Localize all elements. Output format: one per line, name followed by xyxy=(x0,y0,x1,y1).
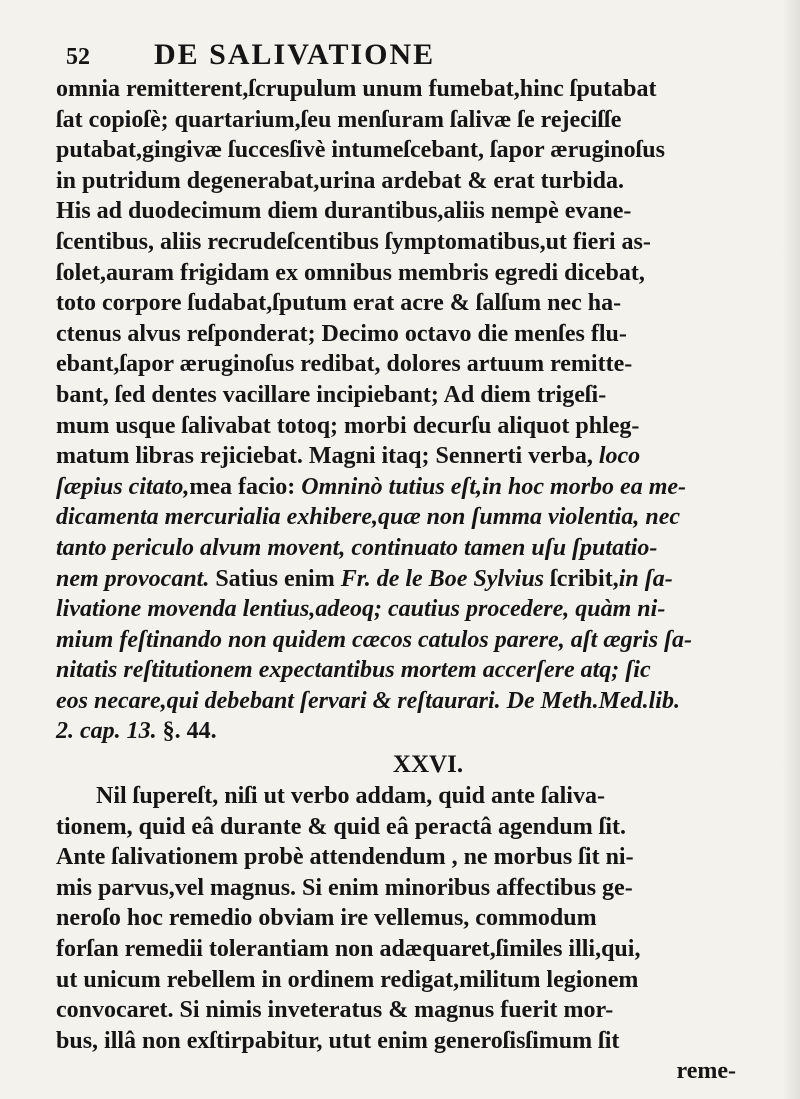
text-line: bant, ſed dentes vacillare incipiebant; Ad diem trigeſi- xyxy=(56,381,607,408)
page-edge-shadow xyxy=(782,0,800,1099)
text-line: mium feſtinando non quidem cæcos catulos parere, aſt ægris ſa- xyxy=(56,626,693,653)
page-number: 52 xyxy=(66,44,90,70)
section-number: XXVI. xyxy=(392,751,464,779)
text-line: ſat copioſè; quartarium,ſeu menſuram ſalivæ ſe rejeciſſe xyxy=(56,106,622,133)
text-line: toto corpore ſudabat,ſputum erat acre & ſalſum nec ha- xyxy=(56,290,622,317)
citation: De Meth.Med.lib. xyxy=(506,687,680,714)
text-line: nem provocant. Satius enim Fr. de le Boe Sylvius ſcribit,in ſa- xyxy=(56,565,673,592)
text-line: Nil ſupereſt, niſi ut verbo addam, quid ante ſaliva- xyxy=(96,783,605,810)
text-line: ctenus alvus reſponderat; Decimo octavo die menſes flu- xyxy=(56,320,627,347)
running-title: DE SALIVATIONE xyxy=(154,38,436,71)
text-line: matum libras rejiciebat. Magni itaq; Sennerti verba, loco xyxy=(56,443,641,470)
text-line: mis parvus,vel magnus. Si enim minoribus affectibus ge- xyxy=(56,874,633,901)
text-line: ut unicum rebellem in ordinem redigat,militum legionem xyxy=(56,966,639,993)
text-line: 2. cap. 13. §. 44. xyxy=(56,718,217,745)
text-line: neroſo hoc remedio obviam ire vellemus, commodum xyxy=(56,905,597,932)
text-line: tanto periculo alvum movent, continuato tamen uſu ſputatio- xyxy=(56,534,658,561)
text-line: dicamenta mercurialia exhibere,quæ non ſumma violentia, nec xyxy=(56,504,680,531)
catchword: reme- xyxy=(676,1058,736,1085)
text-line: livatione movenda lentius,adeoq; cautius procedere, quàm ni- xyxy=(56,596,666,623)
text-line: mum usque ſalivabat totoq; morbi decurſu aliquot phleg- xyxy=(56,412,640,439)
text-line: forſan remedii tolerantiam non adæquaret,ſimiles illi,qui, xyxy=(56,936,641,963)
text-line: nitatis reſtitutionem expectantibus mortem accerſere atq; ſic xyxy=(56,657,651,684)
text-line: eos necare,qui debebant ſervari & reſtaurari. De Meth.Med.lib. xyxy=(56,687,680,714)
text-line: tionem, quid eâ durante & quid eâ peractâ agendum ſit. xyxy=(56,813,627,840)
text-line: Ante ſalivationem probè attendendum , ne morbus ſit ni- xyxy=(56,844,634,871)
text-line: putabat,gingivæ ſuccesſivè intumeſcebant, ſapor æruginoſus xyxy=(56,137,665,164)
text-line: His ad duodecimum diem durantibus,aliis nempè evane- xyxy=(56,198,632,225)
text-line: convocaret. Si nimis inveteratus & magnus fuerit mor- xyxy=(56,997,614,1024)
text-line: ſæpius citato,mea facio: Omninò tutius eſt,in hoc morbo ea me- xyxy=(56,473,686,500)
paragraph-continued xyxy=(56,74,760,747)
paragraph-section-xxvi xyxy=(56,781,760,1056)
text-line: omnia remitterent,ſcrupulum unum fumebat,hinc ſputabat xyxy=(56,76,657,102)
text-line: ſcentibus, aliis recrudeſcentibus ſymptomatibus,ut fieri as- xyxy=(56,228,651,255)
text-line: bus, illâ non exſtirpabitur, utut enim generoſisſimum ſit xyxy=(56,1027,620,1054)
page-header xyxy=(56,38,760,72)
text-line: ſolet,auram frigidam ex omnibus membris egredi dicebat, xyxy=(56,259,645,286)
text-line: ebant,ſapor æruginoſus redibat, dolores artuum remitte- xyxy=(56,351,633,378)
italic-text: loco xyxy=(598,443,641,470)
text-line: in putridum degenerabat,urina ardebat & erat turbida. xyxy=(56,167,625,194)
